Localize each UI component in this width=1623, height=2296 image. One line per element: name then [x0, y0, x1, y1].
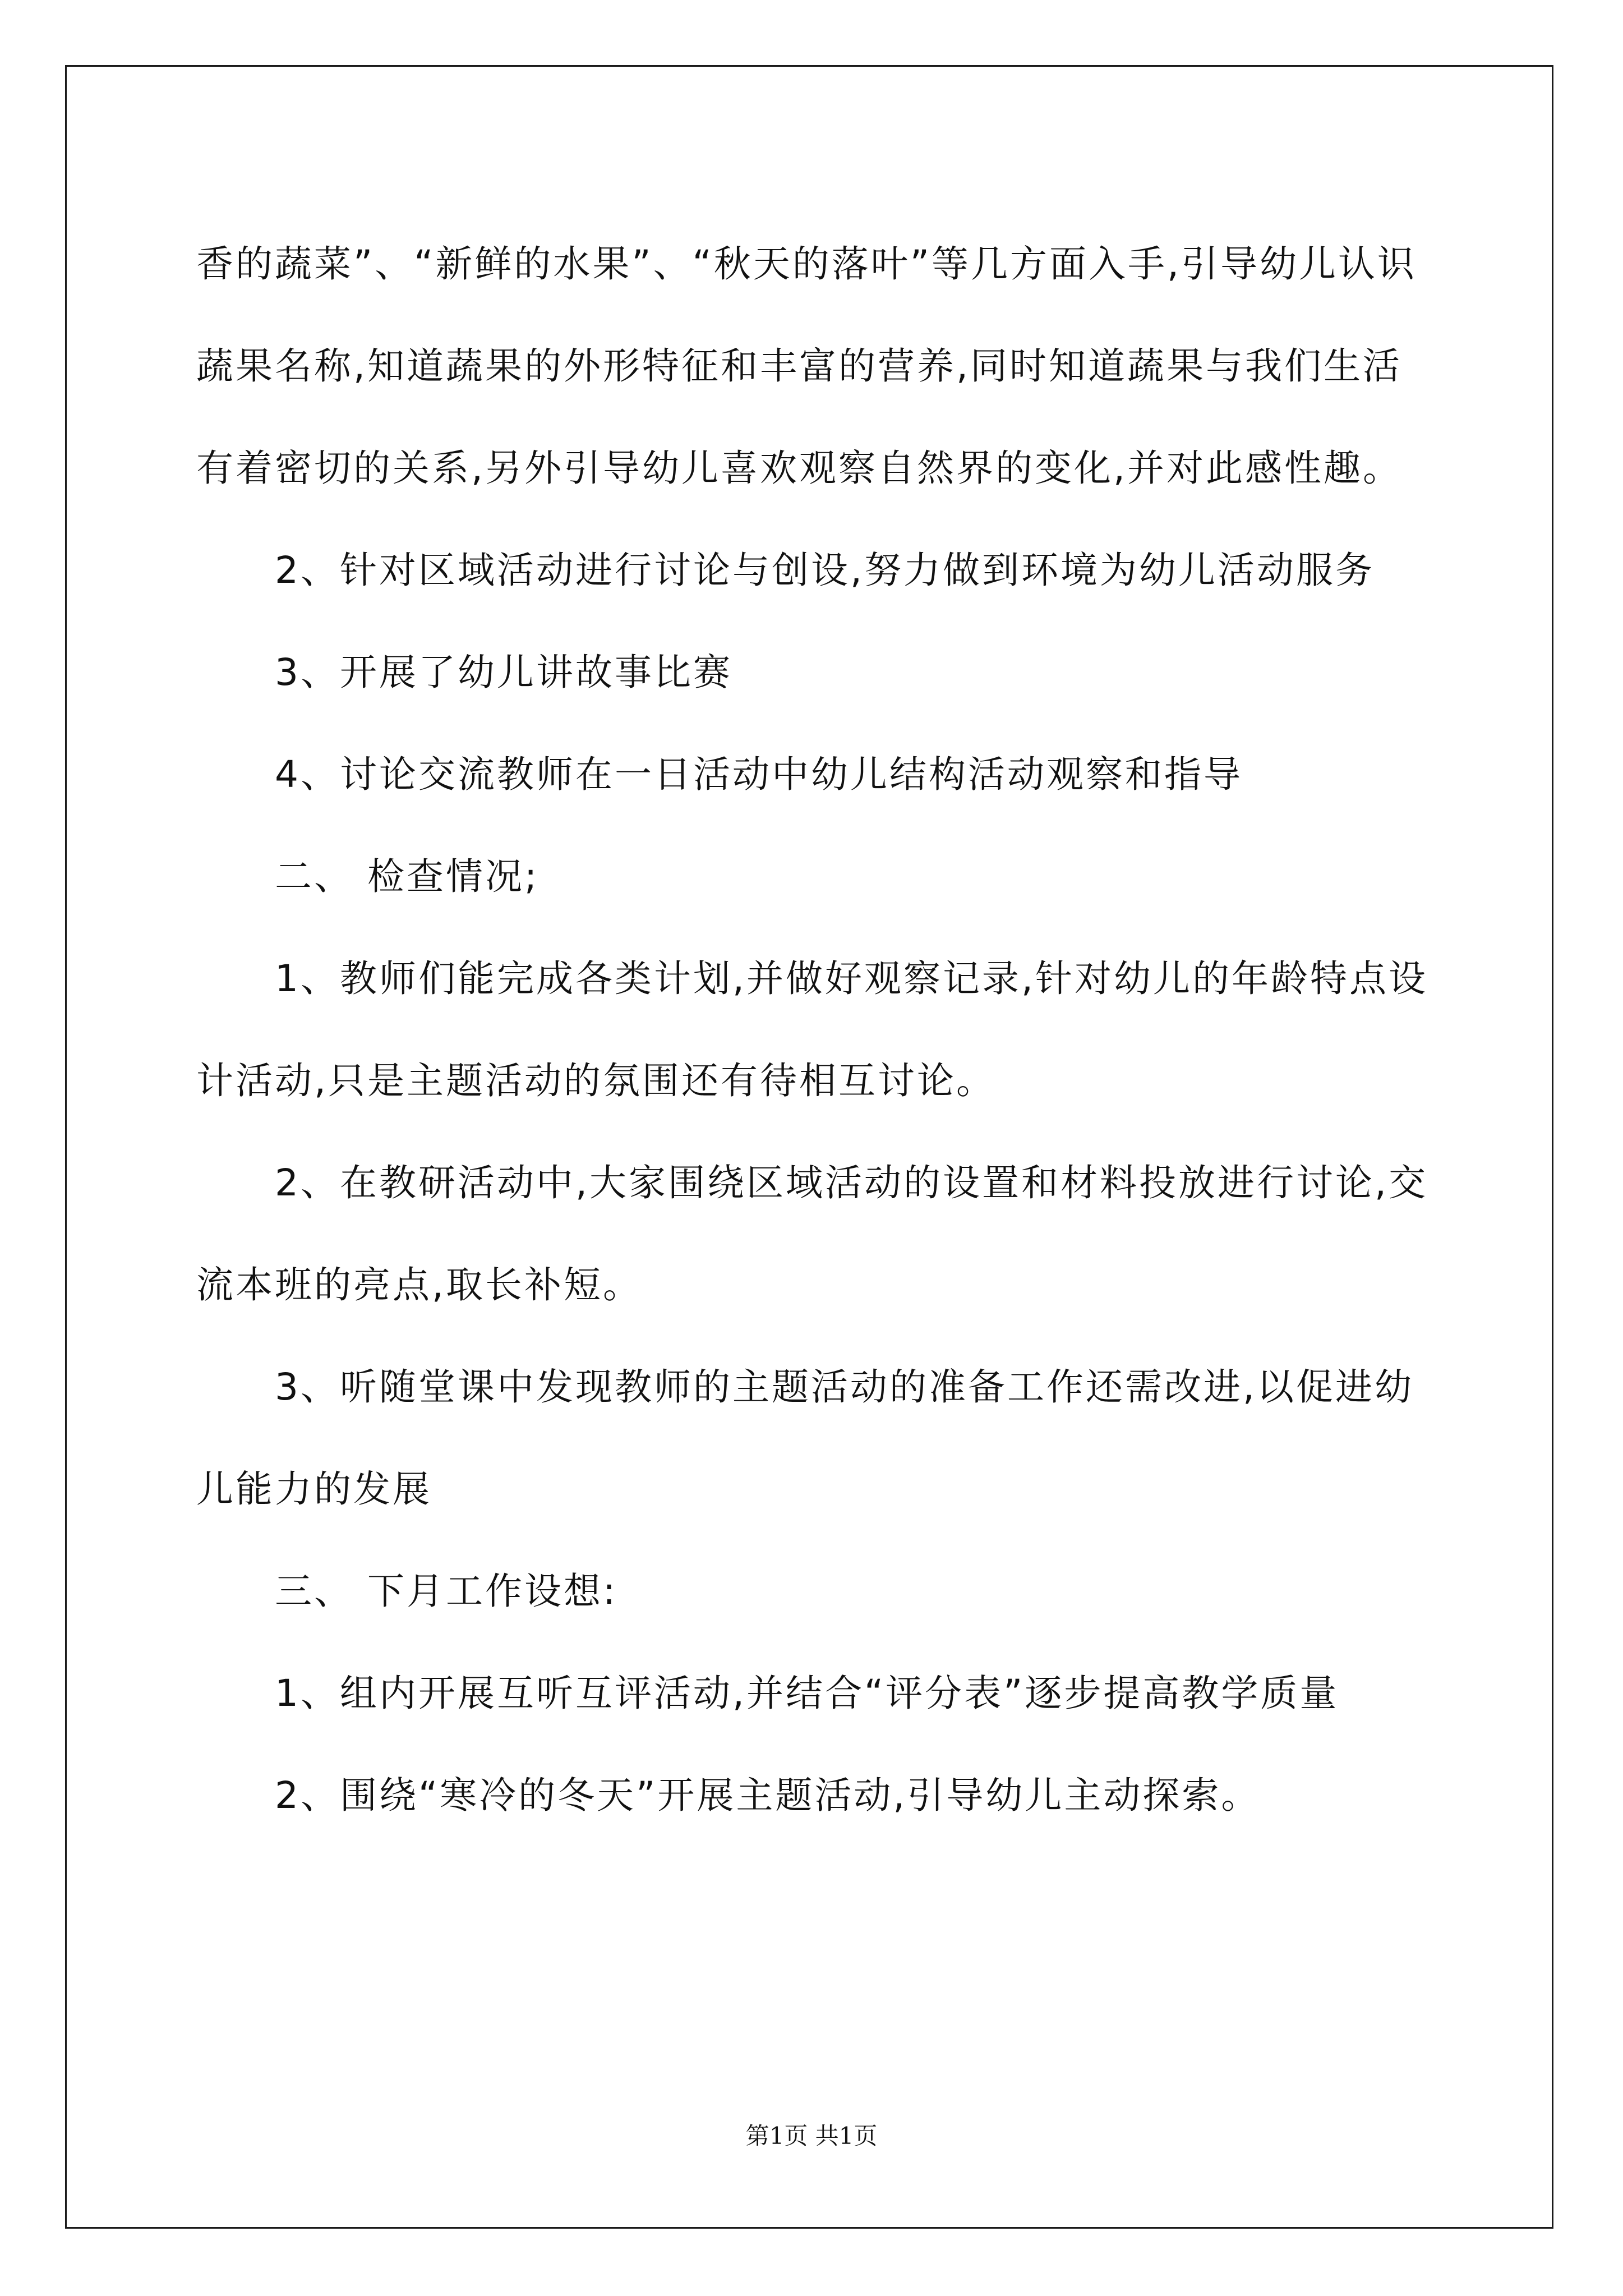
paragraph-item-3-storytelling: 3、开展了幼儿讲故事比赛 [275, 651, 732, 694]
page-footer: 第1页 共1页 [745, 2122, 878, 2150]
paragraph-item-4-discussion: 4、讨论交流教师在一日活动中幼儿结构活动观察和指导 [275, 753, 1243, 796]
paragraph-inspection-1: 1、教师们能完成各类计划,并做好观察记录,针对幼儿的年龄特点设计活动,只是主题活动的氛围还有待相互讨论。 [196, 957, 1428, 1102]
document-body [196, 213, 1436, 1847]
paragraph-plan-1: 1、组内开展互听互评活动,并结合“评分表”逐步提高教学质量 [275, 1672, 1339, 1715]
paragraph-item-2-region-activity: 2、针对区域活动进行讨论与创设,努力做到环境为幼儿活动服务 [275, 549, 1375, 592]
paragraph-inspection-3: 3、听随堂课中发现教师的主题活动的准备工作还需改进,以促进幼儿能力的发展 [196, 1365, 1414, 1511]
paragraph-inspection-2: 2、在教研活动中,大家围绕区域活动的设置和材料投放进行讨论,交流本班的亮点,取长补短。 [196, 1161, 1428, 1306]
section-heading-next-month: 三、 下月工作设想: [275, 1570, 618, 1613]
paragraph-plan-2: 2、围绕“寒冷的冬天”开展主题活动,引导幼儿主动探索。 [275, 1774, 1261, 1817]
section-heading-inspection: 二、 检查情况; [275, 855, 540, 898]
paragraph-continuation: 香的蔬菜”、“新鲜的水果”、“秋天的落叶”等几方面入手,引导幼儿认识蔬果名称,知道蔬果的外形特征和丰富的营养,同时知道蔬果与我们生活有着密切的关系,另外引导幼儿喜欢观察自然界的变化,并对此感性趣。 [196, 242, 1417, 490]
